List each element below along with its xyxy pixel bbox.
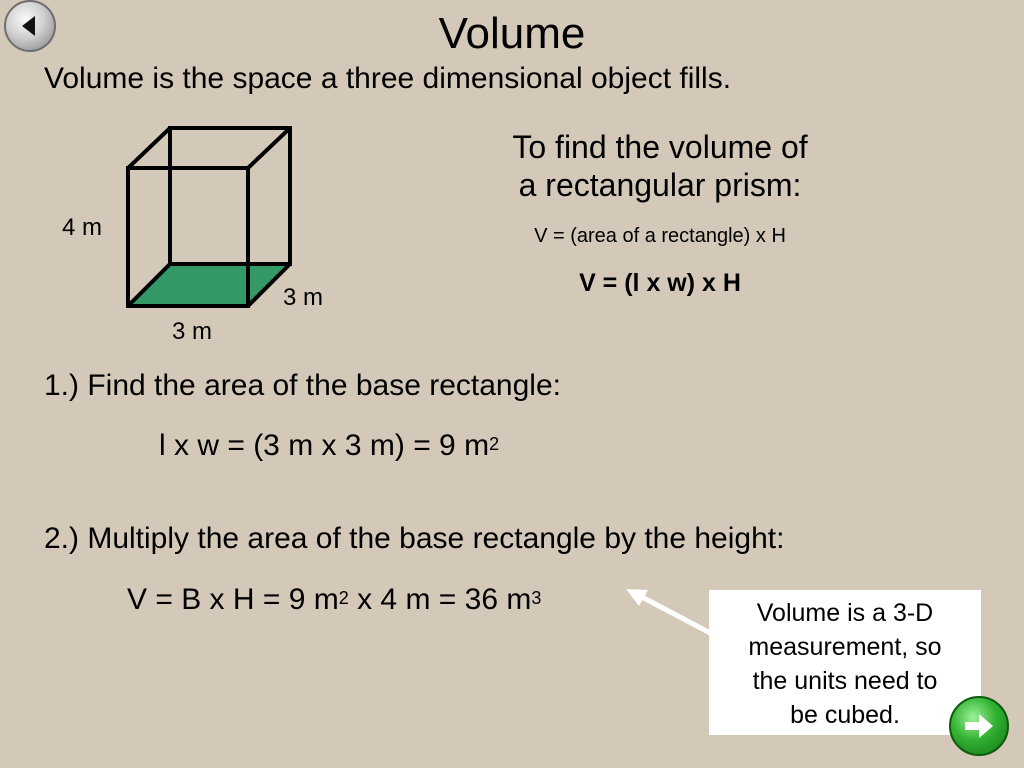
step1-exponent: 2: [489, 434, 500, 454]
prism-edge-top-right: [248, 128, 290, 168]
prism-length-label: 3 m: [172, 318, 213, 345]
prism-height-label: 4 m: [62, 214, 103, 241]
prism-base-face: [128, 264, 290, 306]
rectangular-prism-diagram: [120, 120, 300, 310]
next-arrow-icon: [959, 706, 999, 746]
callout-line2: measurement, so: [748, 633, 942, 661]
formula-heading-line2: a rectangular prism:: [518, 167, 802, 203]
prism-depth-label: 3 m: [283, 284, 324, 311]
slide-subtitle: Volume is the space a three dimensional object fills.: [44, 62, 732, 95]
step2-equation: [127, 582, 541, 618]
callout-line3: the units need to: [752, 667, 938, 695]
step2-exponent-b: 3: [531, 588, 542, 608]
formula-expanded: V = (area of a rectangle) x H: [534, 225, 786, 247]
step1-equation-text: l x w = (3 m x 3 m) = 9 m: [159, 429, 490, 462]
callout-box: [709, 590, 981, 735]
step1-equation: [159, 428, 499, 464]
step2-equation-text-b: x 4 m = 36 m: [348, 583, 532, 616]
step2-label: 2.) Multiply the area of the base rectangle by the height:: [44, 522, 785, 555]
next-button[interactable]: [949, 696, 1009, 756]
step2-exponent-a: 2: [338, 588, 349, 608]
prism-back-face: [170, 128, 290, 264]
callout-line1: Volume is a 3-D: [756, 599, 934, 627]
step2-equation-text-a: V = B x H = 9 m: [127, 583, 339, 616]
slide-title: Volume: [438, 9, 586, 58]
callout-line4: be cubed.: [790, 701, 900, 729]
formula-short: V = (l x w) x H: [579, 269, 741, 297]
step1-label: 1.) Find the area of the base rectangle:: [44, 369, 561, 402]
formula-heading-line1: To find the volume of: [512, 129, 808, 165]
prism-edge-top-left: [128, 128, 170, 168]
formula-heading: [460, 128, 860, 204]
